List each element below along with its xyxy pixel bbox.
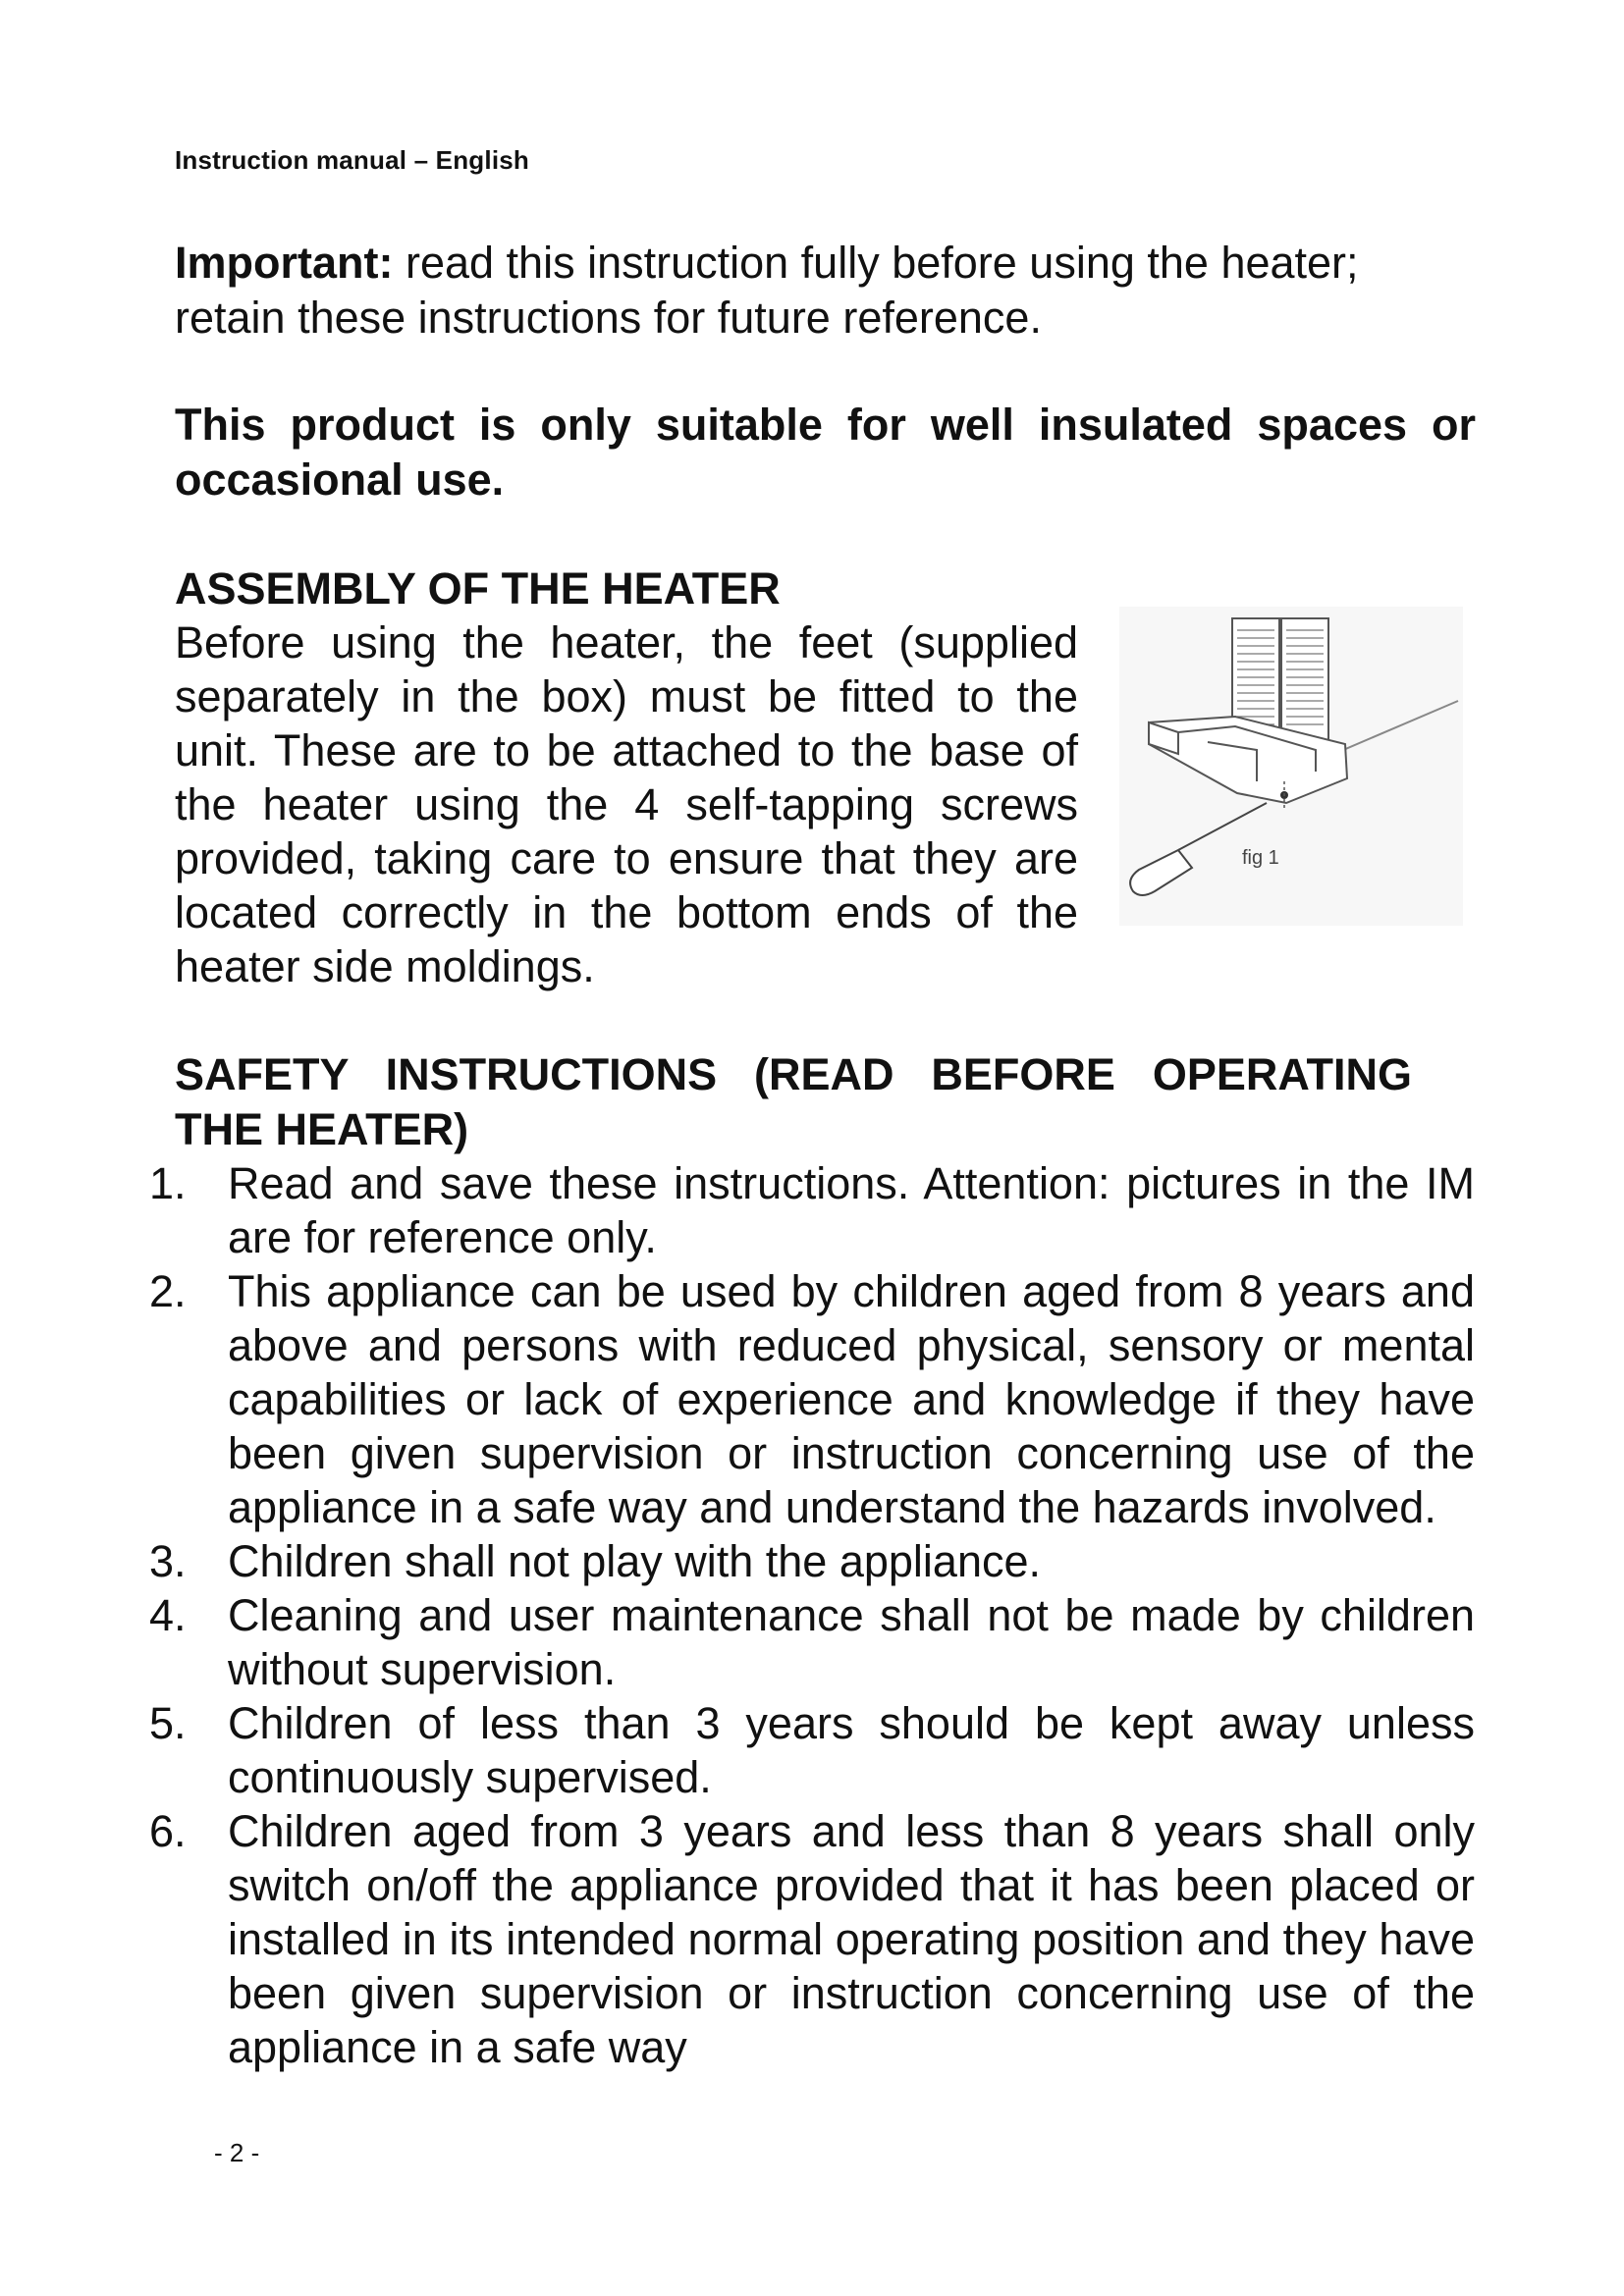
suitability-notice: This product is only suitable for well insulated spaces or occasional use.	[175, 400, 1476, 505]
list-item	[149, 1696, 1475, 1804]
safety-heading: SAFETY INSTRUCTIONS (READ BEFORE OPERATING THE HEATER)	[175, 1049, 1412, 1154]
assembly-heading: ASSEMBLY OF THE HEATER	[175, 563, 781, 614]
list-item-text: Children of less than 3 years should be kept away unless continuously supervised.	[228, 1698, 1475, 1802]
figure-label: fig 1	[1242, 847, 1279, 869]
important-notice	[175, 236, 1481, 346]
list-item	[149, 1156, 1475, 1264]
list-item	[149, 1804, 1475, 2074]
list-item	[149, 1588, 1475, 1696]
list-item	[149, 1264, 1475, 1534]
list-item-text: Cleaning and user maintenance shall not be made by children without supervision.	[228, 1590, 1475, 1694]
list-item-text: This appliance can be used by children aged from 8 years and above and persons with reduced physical, sensory or mental capabilities or lack of experience and knowledge if they have been given supervision or instruction concerning use of the appliance in a safe way and understand the hazards involved.	[228, 1266, 1475, 1532]
manual-header: Instruction manual – English	[175, 145, 529, 175]
list-item-text: Children aged from 3 years and less than 8 years shall only switch on/off the appliance provided that it has been placed or installed in its intended normal operating position and they have been given supervision or instruction concerning use of the appliance in a safe way	[228, 1806, 1475, 2072]
heater-foot-illustration	[1119, 607, 1463, 926]
safety-instructions-list	[149, 1156, 1475, 2074]
list-item	[149, 1534, 1475, 1588]
list-item-text: Read and save these instructions. Attention: pictures in the IM are for reference only.	[228, 1158, 1475, 1262]
page-number: - 2 -	[214, 2138, 260, 2167]
list-item-number: 1.	[149, 1158, 187, 1208]
list-item-text: Children shall not play with the appliance.	[228, 1536, 1041, 1586]
important-text: read this instruction fully before using the heater; retain these instructions for future reference.	[175, 238, 1359, 343]
list-item-number: 4.	[149, 1590, 187, 1640]
list-item-number: 6.	[149, 1806, 187, 1856]
important-label: Important:	[175, 238, 394, 288]
list-item-number: 3.	[149, 1536, 187, 1586]
list-item-number: 5.	[149, 1698, 187, 1748]
list-item-number: 2.	[149, 1266, 187, 1316]
assembly-body: Before using the heater, the feet (supplied separately in the box) must be fitted to the unit. These are to be attached to the base of the heater using the 4 self-tapping screws provided, taking care to ensure that they are located correctly in the bottom ends of the heater side moldings.	[175, 617, 1078, 991]
heater-feet-figure	[1119, 607, 1463, 926]
